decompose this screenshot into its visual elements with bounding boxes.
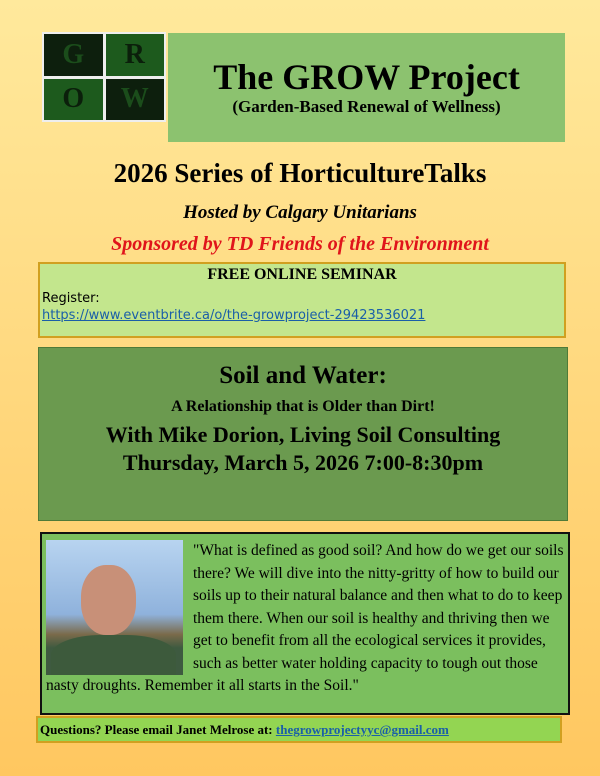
speaker-photo <box>46 540 183 675</box>
logo-tile: G <box>44 34 103 76</box>
talk-subtitle: A Relationship that is Older than Dirt! <box>171 398 435 415</box>
logo-tile: O <box>44 79 103 121</box>
quote-box <box>40 532 570 715</box>
series-heading: 2026 Series of HorticultureTalks <box>113 158 487 188</box>
email-link[interactable]: thegrowprojectyyc@gmail.com <box>275 722 449 737</box>
talk-title: Soil and Water: <box>219 362 387 389</box>
contact-bar <box>36 716 562 743</box>
page-subtitle: (Garden-Based Renewal of Wellness) <box>232 97 501 116</box>
talk-box <box>38 347 568 521</box>
register-label: Register: <box>42 291 100 306</box>
logo-tile: R <box>106 34 165 76</box>
register-link[interactable]: https://www.eventbrite.ca/o/the-growproject-29423536021 <box>42 308 426 323</box>
contact-text: Questions? Please email Janet Melrose at: <box>40 722 276 737</box>
sponsor-line: Sponsored by TD Friends of the Environment <box>111 233 489 255</box>
logo-tile: W <box>106 79 165 121</box>
host-line: Hosted by Calgary Unitarians <box>183 202 417 223</box>
title-banner <box>168 33 565 142</box>
seminar-box <box>38 262 566 338</box>
talk-speaker: With Mike Dorion, Living Soil Consulting <box>105 422 501 447</box>
seminar-heading: FREE ONLINE SEMINAR <box>207 266 397 283</box>
talk-date: Thursday, March 5, 2026 7:00-8:30pm <box>122 450 484 475</box>
quote-text: "What is defined as good soil? And how do we get our soils there? We will dive into the nitty-gritty of how to build our soils up to their natural balance and then what to do to keep them there. When our soil is healthy and thriving then we get to benefit from all the ecological services it provides, such as better water holding capacity to tough out those nasty droughts. Remember it all starts in the Soil." <box>46 542 564 694</box>
page-title: The GROW Project <box>213 57 520 97</box>
grow-logo <box>42 32 166 122</box>
